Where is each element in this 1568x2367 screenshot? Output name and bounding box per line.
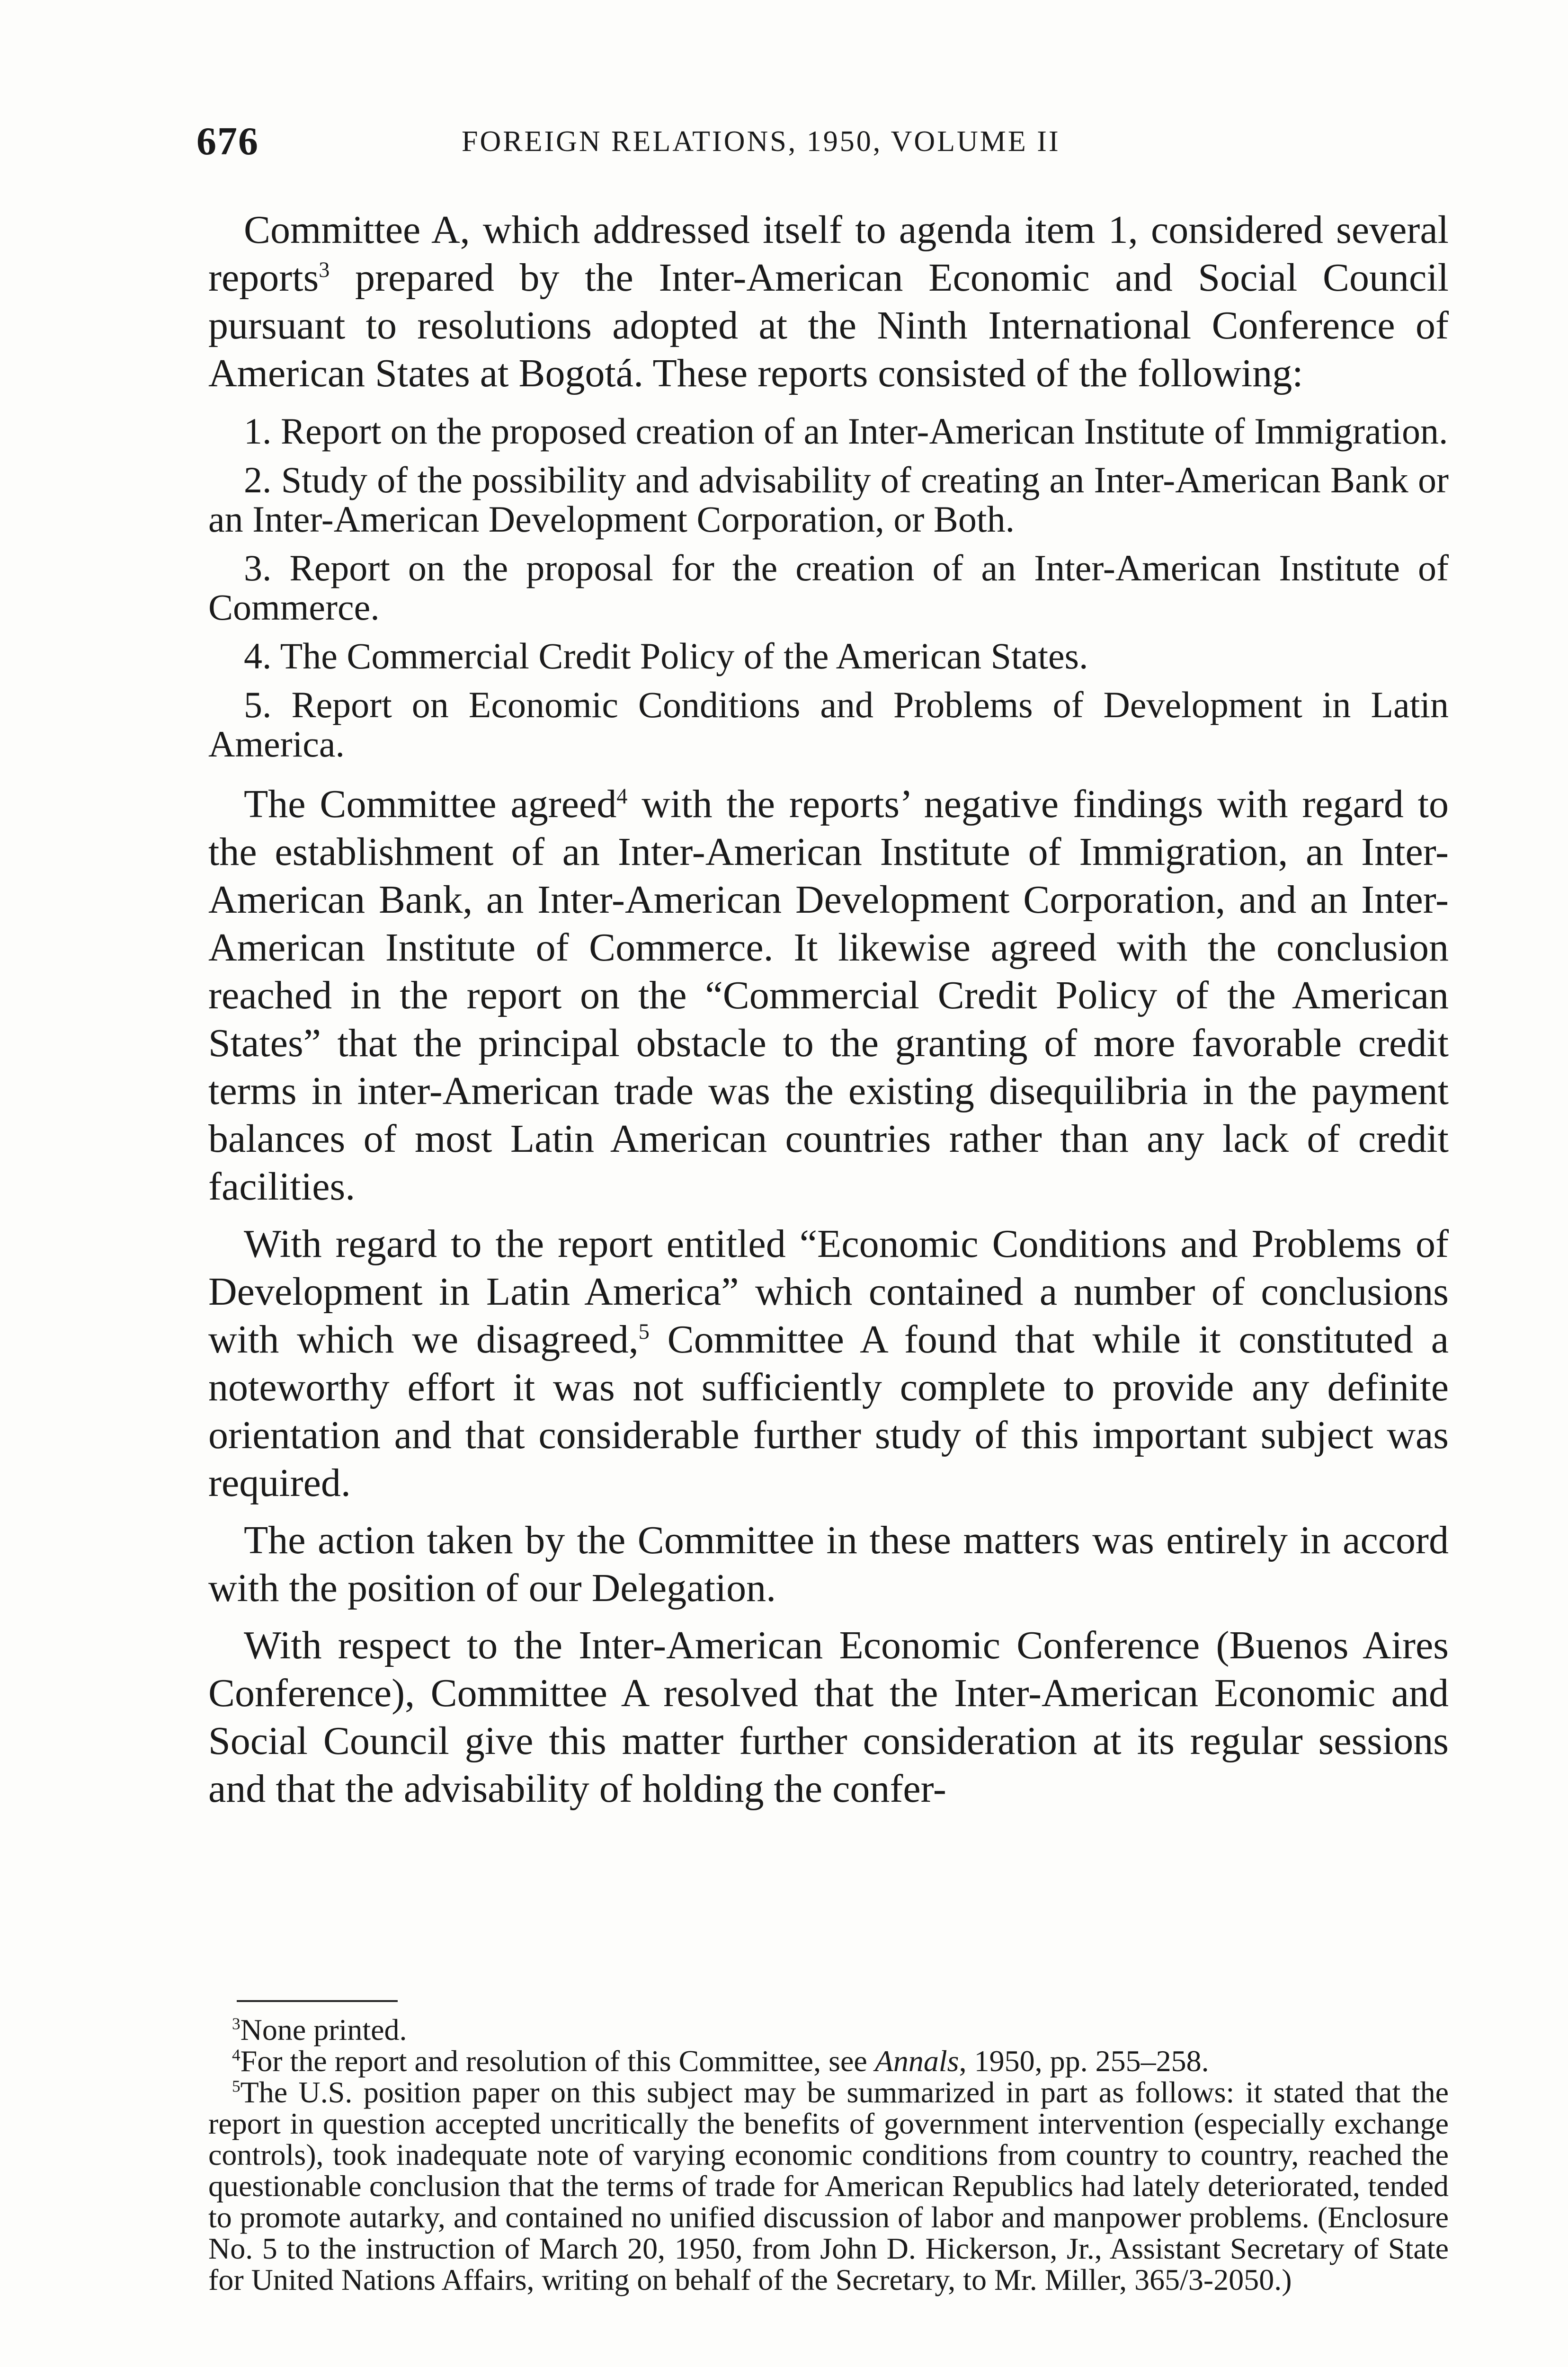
- paragraph-5: With respect to the Inter-American Economic Conference (Buenos Aires Conference), Committee A resolved that the Inter-American Economic and Social Council give this matter further consideration at its regular sessions and that the advisability of holding the confer-: [208, 1623, 1449, 1811]
- paragraph-3: With regard to the report entitled “Economic Conditions and Problems of Development in Latin America” which contained a number of conclusions with which we disagreed,$^5$ Committee A found that while it constituted a noteworthy effort it was not sufficiently complete to provide any definite orientation and that considerable further study of this important subject was required.: [208, 1222, 1449, 1505]
- footnote-ref-4: 4: [616, 784, 628, 808]
- paragraph-2: The Committee agreed$^4$ with the reports’ negative findings with regard to the establishment of an Inter-American Institute of Immigration, an Inter-American Bank, an Inter-American Development Corporation, and an Inter-American Institute of Commerce. It likewise agreed with the conclusion reached in the report on the “Commercial Credit Policy of the American States” that the principal obstacle to the granting of more favorable credit terms in inter-American trade was the existing disequilibria in the payment balances of most Latin American countries rather than any lack of credit facilities.: [208, 782, 1449, 1209]
- footnote-ref-5: 5: [638, 1319, 650, 1344]
- footnote-ref-3: 3: [319, 258, 330, 282]
- list-item: 2. Study of the possibility and advisability of creating an Inter-American Bank or an Inter-American Development Corporation, or Both.: [208, 459, 1449, 540]
- footnote-4: $^4$For the report and resolution of this Committee, see Annals, 1950, pp. 255–258.: [232, 2044, 1209, 2078]
- list-item: 5. Report on Economic Conditions and Problems of Development in Latin America.: [208, 684, 1449, 765]
- footnotes: [208, 2014, 1449, 2296]
- list-item: 3. Report on the proposal for the creation of an Inter-American Institute of Commerce.: [208, 547, 1449, 628]
- paragraph-1: Committee A, which addressed itself to agenda item 1, considered several reports$^3$ prepared by the Inter-American Economic and Social Council pursuant to resolutions adopted at the Ninth International Conference of American States at Bogotá. These reports consisted of the following:: [208, 208, 1449, 395]
- footnote-5: $^5$The U.S. position paper on this subject may be summarized in part as follows: it stated that the report in question accepted uncritically the benefits of government intervention (especially exchange controls), took inadequate note of varying economic conditions from country to country, reached the questionable conclusion that the terms of trade for American Republics had lately deteriorated, tended to promote autarky, and contained no unified discussion of labor and manpower problems. (Enclosure No. 5 to the instruction of March 20, 1950, from John D. Hickerson, Jr., Assistant Secretary of State for United Nations Affairs, writing on behalf of the Secretary, to Mr. Miller, 365/3-2050.): [208, 2075, 1449, 2296]
- footnote-divider: [237, 2000, 398, 2002]
- list-item: 4. The Commercial Credit Policy of the American States.: [244, 635, 1088, 676]
- page-header: [196, 118, 1451, 170]
- page-number: 676: [196, 119, 259, 163]
- footnote-3: $^3$None printed.: [232, 2013, 407, 2047]
- body-text: [208, 206, 1449, 1822]
- list-item: 1. Report on the proposed creation of an Inter-American Institute of Immigration.: [244, 410, 1448, 452]
- running-head: FOREIGN RELATIONS, 1950, VOLUME II: [462, 125, 1060, 158]
- paragraph-4: The action taken by the Committee in these matters was entirely in accord with the position of our Delegation.: [208, 1518, 1449, 1610]
- reports-list: [208, 411, 1449, 764]
